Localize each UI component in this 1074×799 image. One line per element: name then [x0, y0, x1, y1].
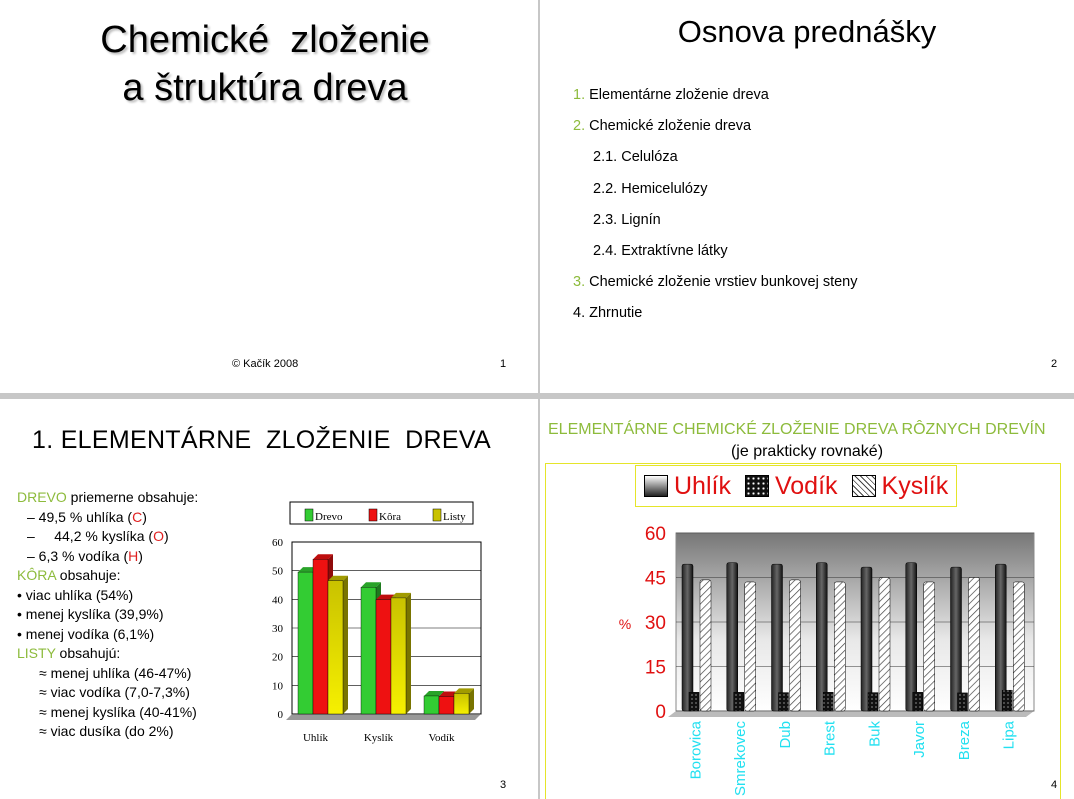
legend-label: Kôra — [379, 511, 401, 523]
bar-vodik — [779, 693, 789, 711]
legend-swatch — [305, 509, 313, 521]
title-line-2: a štruktúra dreva — [122, 67, 408, 109]
wood-species-composition-chart — [610, 517, 1070, 799]
drevo-carbon — [17, 508, 198, 528]
outline-item — [573, 212, 858, 243]
x-tick-label: Javor — [911, 721, 929, 758]
kora-item: • menej kyslíka (39,9%) — [17, 606, 164, 622]
x-tick-label: Buk — [866, 721, 884, 747]
slide-3[interactable] — [0, 399, 538, 799]
listy-item: ≈ menej uhlíka (46-47%) — [39, 664, 192, 681]
outline-text: Celulóza — [621, 149, 678, 166]
slide-2-title: Osnova prednášky — [677, 14, 937, 49]
legend-label: Kyslík — [881, 471, 949, 500]
outline-number: 2.4. — [593, 242, 618, 259]
outline-text: Lignín — [621, 211, 661, 228]
outline-text: Elementárne zloženie dreva — [589, 87, 769, 103]
symbol-o: O — [153, 528, 164, 544]
outline-text: Hemicelulózy — [621, 180, 708, 197]
y-tick-label: 0 — [655, 702, 666, 723]
outline-number: 2.3. — [593, 211, 618, 228]
bar-uhlik — [861, 567, 872, 711]
bar — [391, 598, 406, 714]
y-tick-label: 60 — [272, 537, 283, 549]
bar — [439, 697, 454, 714]
bar-kyslik — [879, 578, 890, 712]
slide-4-subtitle: (je prakticky rovnaké) — [730, 443, 884, 460]
listy-label: LISTY — [17, 645, 56, 661]
x-tick-label: Vodík — [428, 732, 455, 744]
bar-uhlik — [816, 563, 827, 711]
slide-4-title: ELEMENTÁRNE CHEMICKÉ ZLOŽENIE DREVA RÔZNYCH DREVÍN — [548, 421, 1046, 438]
listy-item: ≈ viac vodíka (7,0-7,3%) — [39, 684, 190, 700]
bar-kyslik — [834, 582, 845, 711]
drevo-oxygen — [17, 527, 198, 547]
bar-uhlik — [995, 564, 1006, 711]
y-tick-label: 50 — [272, 565, 283, 578]
outline-list — [573, 87, 858, 337]
y-tick-label: 15 — [644, 657, 666, 679]
drevo-heading — [17, 488, 198, 508]
outline-number: 4. — [573, 305, 586, 322]
slide-3-body — [17, 488, 198, 742]
x-tick-label: Kyslík — [363, 732, 394, 744]
bar-vodik — [868, 693, 878, 711]
bar-kyslik — [969, 578, 980, 712]
bar-vodik — [823, 692, 833, 711]
outline-item — [573, 118, 858, 149]
bar-uhlik — [727, 563, 738, 711]
outline-item — [573, 305, 858, 336]
listy-heading — [17, 644, 198, 664]
bar-vodik — [734, 692, 744, 711]
slide-2-page-number: 2 — [1051, 358, 1058, 370]
legend-label: Uhlík — [674, 471, 731, 500]
slide-4[interactable] — [540, 399, 1074, 799]
bar — [313, 559, 328, 714]
legend-swatch — [433, 509, 441, 521]
bar-vodik — [913, 692, 923, 711]
y-tick-label: 10 — [272, 680, 283, 693]
legend-swatch-icon — [644, 475, 668, 497]
outline-text: Extraktívne látky — [621, 242, 728, 259]
outline-number: 2.1. — [593, 149, 618, 166]
bar-side — [343, 576, 348, 714]
x-tick-label: Uhlík — [302, 732, 329, 744]
chart-floor — [668, 711, 1034, 717]
bar-uhlik — [772, 564, 783, 711]
bar-kyslik — [700, 580, 711, 711]
slide-3-page-number: 3 — [500, 779, 507, 791]
symbol-h: H — [128, 547, 139, 564]
drevo-rest: priemerne obsahuje: — [66, 489, 199, 505]
bar-side — [406, 593, 411, 714]
kora-label: KÔRA — [17, 567, 56, 583]
legend-item-kyslik — [852, 472, 949, 501]
title-line-1: Chemické zloženie — [100, 19, 430, 61]
slide-1-title — [0, 16, 530, 112]
y-tick-label: 60 — [644, 524, 666, 545]
elemental-composition-chart — [265, 499, 490, 759]
bar — [361, 587, 376, 714]
outline-number: 3. — [573, 274, 586, 291]
text: – 44,2 % kyslíka ( — [27, 528, 154, 544]
text: ) — [163, 528, 169, 544]
bar-kyslik — [790, 580, 801, 711]
y-tick-label: 0 — [277, 709, 283, 721]
slide-3-title: 1. ELEMENTÁRNE ZLOŽENIE DREVA — [32, 426, 491, 454]
bar-uhlik — [951, 567, 962, 711]
outline-item — [573, 243, 858, 274]
bar-kyslik — [924, 582, 935, 711]
outline-item — [573, 87, 858, 118]
outline-text: Chemické zloženie dreva — [589, 118, 752, 135]
slide-2[interactable] — [540, 0, 1074, 393]
bar — [328, 581, 343, 714]
legend-swatch-icon — [852, 475, 876, 497]
bar — [376, 600, 391, 714]
bar-kyslik — [745, 582, 756, 711]
chart-floor — [286, 714, 481, 720]
bar-vodik — [689, 692, 699, 711]
y-tick-label: 30 — [644, 613, 666, 634]
drevo-hydrogen — [17, 547, 198, 567]
legend-label: Drevo — [315, 511, 343, 523]
y-tick-label: 30 — [272, 623, 283, 635]
bar — [454, 693, 469, 714]
outline-number: 1. — [573, 87, 586, 103]
bar-uhlik — [906, 563, 917, 711]
outline-item — [573, 149, 858, 180]
text: ) — [142, 508, 147, 525]
y-axis-label: % — [618, 616, 632, 632]
outline-number: 2. — [573, 118, 586, 135]
slide-1-footer: © Kačík 2008 — [232, 358, 299, 370]
legend-item-uhlik — [644, 472, 731, 501]
legend-swatch-icon — [745, 475, 769, 497]
kora-item: • menej vodíka (6,1%) — [17, 625, 155, 642]
text: ) — [138, 547, 143, 564]
slide-1[interactable] — [0, 0, 538, 393]
bar-uhlik — [682, 564, 693, 711]
bar — [424, 696, 439, 714]
listy-rest: obsahujú: — [55, 645, 121, 661]
bar-vodik — [1002, 690, 1012, 711]
legend-item-vodik — [745, 472, 838, 501]
kora-item: • viac uhlíka (54%) — [17, 586, 134, 603]
slide-1-page-number: 1 — [500, 358, 507, 370]
drevo-label: DREVO — [17, 489, 67, 505]
bar-vodik — [958, 693, 968, 711]
bar — [298, 572, 313, 714]
listy-item: ≈ menej kyslíka (40-41%) — [39, 703, 197, 720]
outline-number: 2.2. — [593, 180, 618, 197]
bar-kyslik — [1013, 582, 1024, 711]
chart-legend — [635, 465, 957, 507]
x-tick-label: Lipa — [1000, 721, 1018, 750]
outline-text: Chemické zloženie vrstiev bunkovej steny — [589, 274, 858, 291]
slide-4-page-number: 4 — [1051, 779, 1058, 791]
legend-swatch — [369, 509, 377, 521]
kora-heading — [17, 566, 198, 586]
kora-rest: obsahuje: — [55, 567, 121, 583]
y-tick-label: 40 — [272, 594, 283, 607]
x-tick-label: Borovica — [687, 721, 705, 780]
symbol-c: C — [132, 508, 143, 525]
text: – 49,5 % uhlíka ( — [27, 508, 133, 525]
text: – 6,3 % vodíka ( — [27, 547, 129, 564]
legend-label: Vodík — [774, 471, 838, 500]
x-tick-label: Smrekovec — [732, 721, 750, 797]
x-tick-label: Brest — [821, 721, 839, 757]
y-tick-label: 45 — [644, 568, 666, 590]
y-tick-label: 20 — [272, 651, 283, 664]
listy-item: ≈ viac dusíka (do 2%) — [39, 723, 174, 739]
x-tick-label: Breza — [955, 721, 973, 761]
outline-item — [573, 274, 858, 305]
outline-text: Zhrnutie — [589, 305, 643, 322]
x-tick-label: Dub — [776, 721, 794, 749]
outline-item — [573, 181, 858, 212]
legend-label: Listy — [443, 511, 466, 523]
